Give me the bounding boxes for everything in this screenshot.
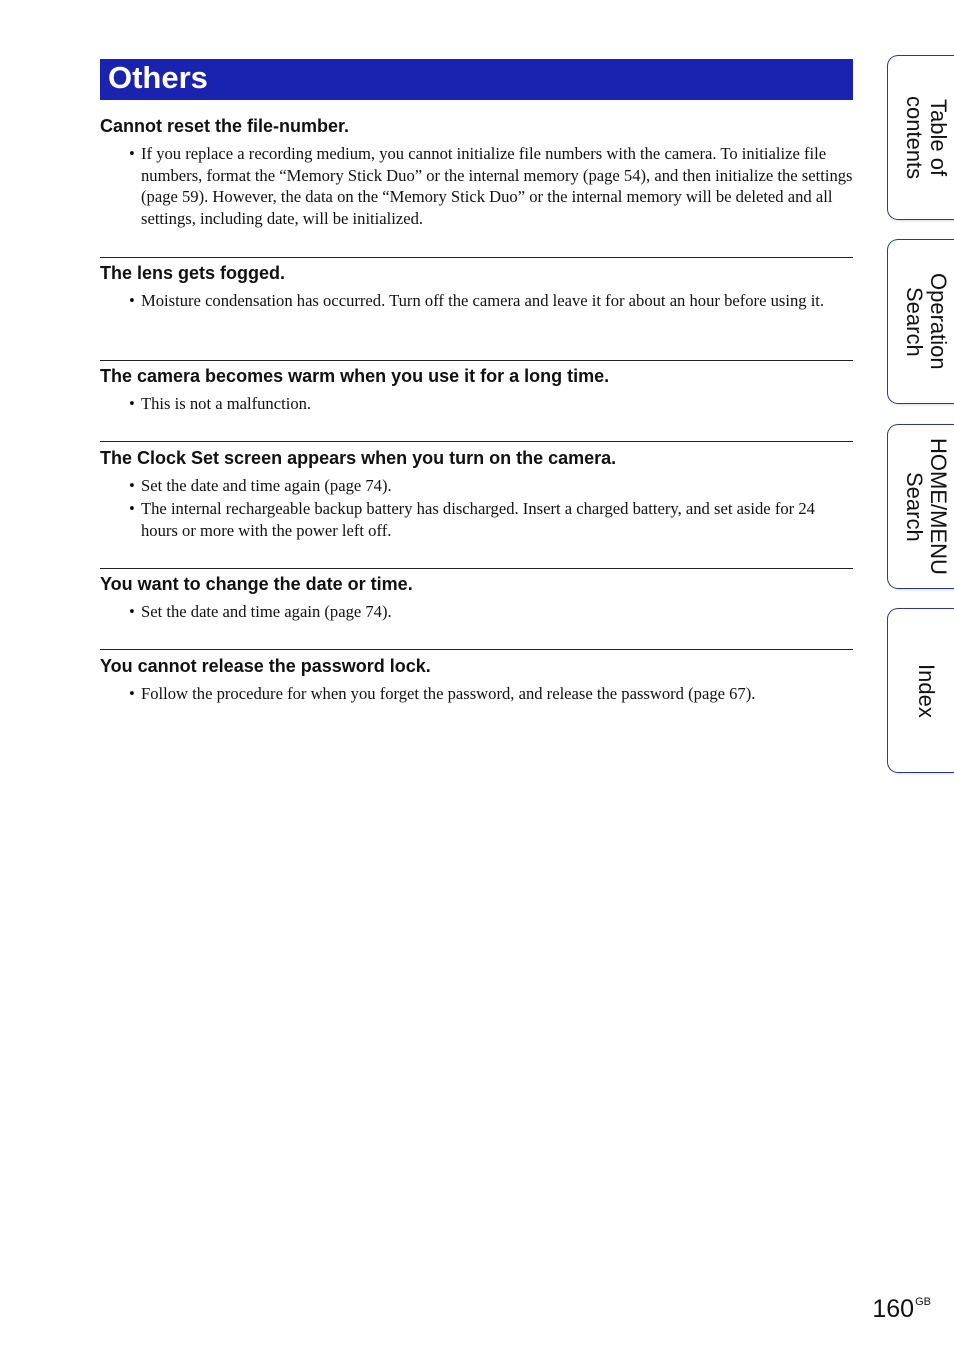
faq-section-password-lock [100,649,853,706]
page-number: $160^{GB}$ [872,1295,931,1323]
bullet-list [100,290,853,312]
bullet-list [100,475,853,541]
bullet-item: • If you replace a recording medium, you cannot initialize file numbers with the camera. To initialize file numbers, format the “Memory Stick Duo” or the internal memory (page 54), and then initialize the settings (page 59). However, the data on the “Memory Stick Duo” or the internal memory will be deleted and all settings, including date, will be initialized. [129,144,853,228]
bullet-icon: • [129,144,135,163]
tab-label: Index [914,663,939,718]
bullet-list [100,601,853,623]
bullet-icon: • [129,476,135,495]
bullet-icon: • [129,602,135,621]
section-heading: You cannot release the password lock. [100,656,431,676]
bullet-item: • Moisture condensation has occurred. Turn off the camera and leave it for about an hour before using it. [129,291,825,310]
bullet-item: • The internal rechargeable backup battery has discharged. Insert a charged battery, and set aside for 24 hours or more with the power left off. [129,499,815,540]
faq-section-change-date [100,568,853,624]
section-heading: Cannot reset the file-number. [100,116,350,136]
bullet-icon: • [129,684,135,703]
bullet-item: • Set the date and time again (page 74). [129,476,392,495]
tab-label: Operation Search [902,273,951,370]
bullet-list [100,393,853,415]
page-title: Others [108,60,208,95]
bullet-list [100,683,853,705]
faq-section-camera-warm [100,360,853,416]
faq-section-lens-fogged [100,257,853,313]
bullet-item: • Follow the procedure for when you forget the password, and release the password (page 67). [129,684,756,703]
faq-section-file-number [100,115,853,231]
section-heading: You want to change the date or time. [100,574,413,594]
tab-label: HOME/MENU Search [902,438,951,575]
tab-index[interactable] [887,608,954,773]
tab-table-of-contents[interactable] [887,55,954,220]
bullet-icon: • [129,499,135,519]
bullet-icon: • [129,291,135,310]
bullet-list [100,143,853,229]
tab-home-menu-search[interactable] [887,424,954,589]
tab-operation-search[interactable] [887,239,954,404]
bullet-icon: • [129,394,135,413]
section-heading: The camera becomes warm when you use it for a long time. [100,366,610,386]
faq-section-clock-set [100,441,853,543]
section-heading: The lens gets fogged. [100,263,286,283]
tab-label: Table of contents [902,95,951,180]
page-title-bar [100,59,853,100]
bullet-item: • This is not a malfunction. [129,394,312,413]
bullet-item: • Set the date and time again (page 74). [129,602,392,621]
section-heading: The Clock Set screen appears when you turn on the camera. [100,448,617,468]
page-number-suffix: GB [915,1296,931,1308]
